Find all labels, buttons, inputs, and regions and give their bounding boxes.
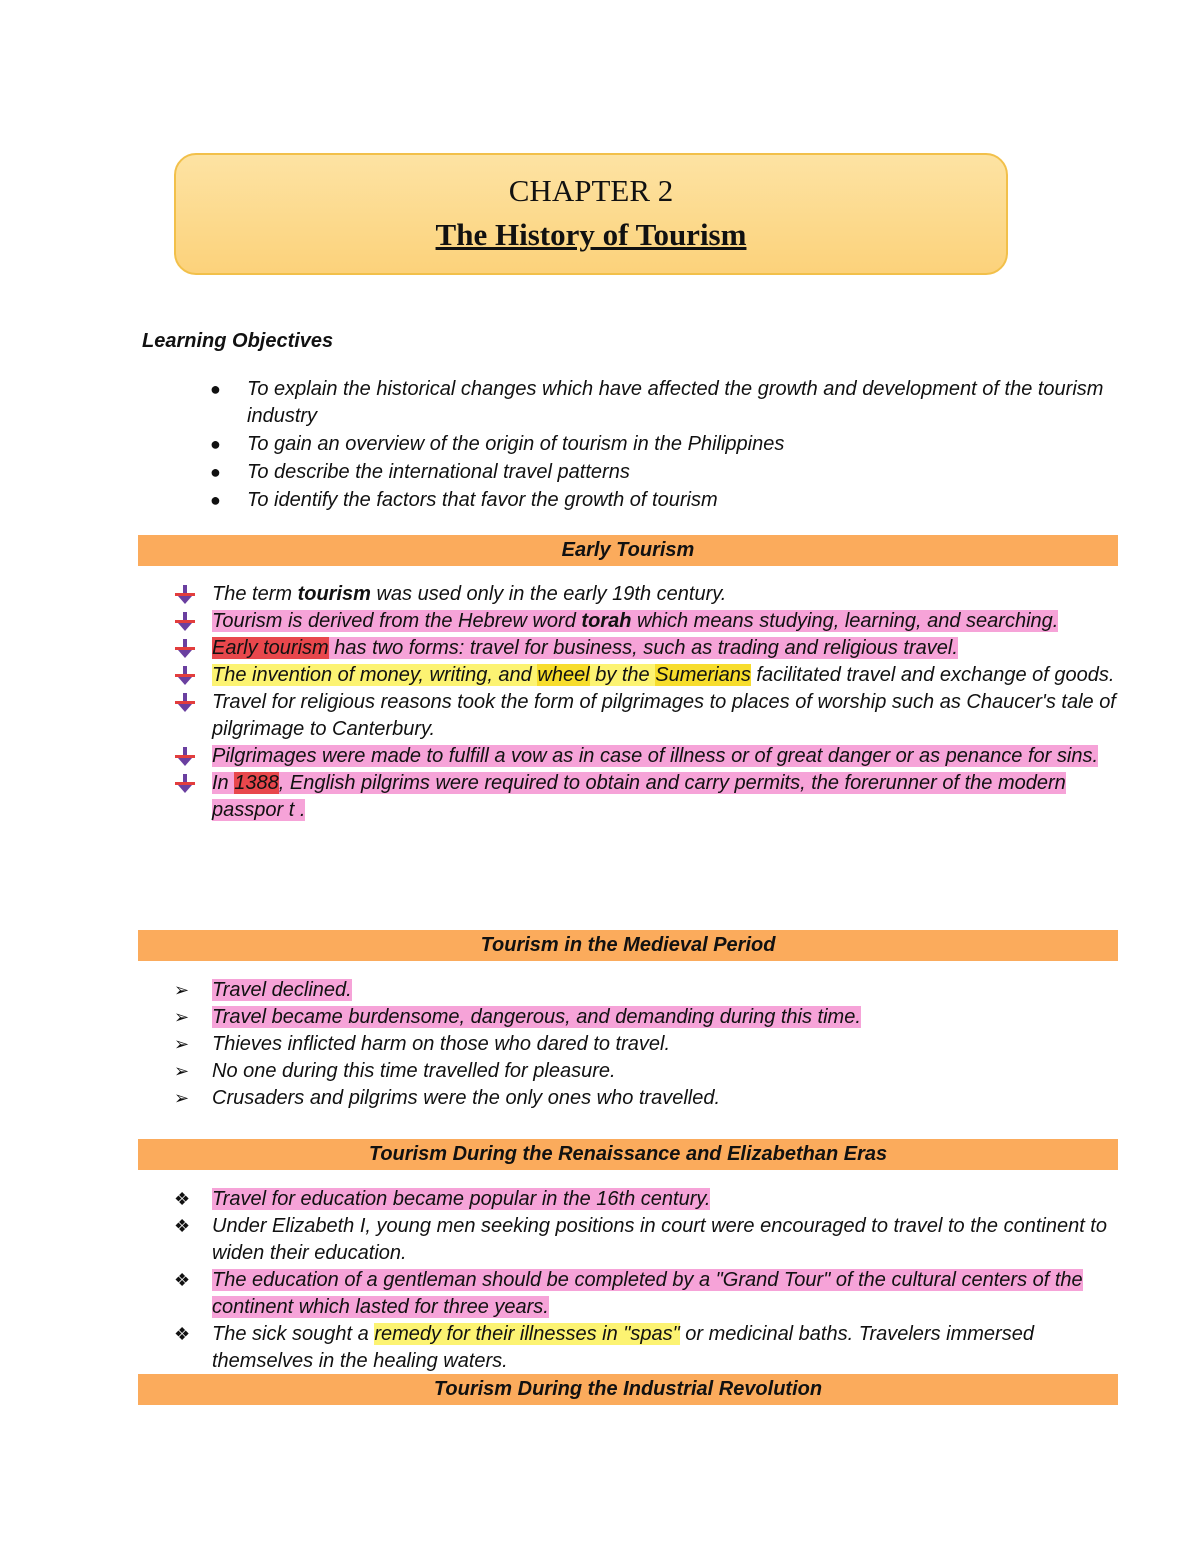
list-item: The invention of money, writing, and wheel by the Sumerians facilitated travel and exchange of goods. [172, 662, 1122, 689]
list-item: ❖ Under Elizabeth I, young men seeking positions in court were encouraged to travel to the continent to widen their education. [174, 1215, 1107, 1264]
arrow-down-bullet-icon [174, 747, 196, 767]
list-item: ❖ The sick sought a remedy for their illnesses in "spas" or medicinal baths. Travelers immersed themselves in the healing waters. [174, 1323, 1034, 1372]
arrow-down-bullet-icon [174, 585, 196, 605]
section-heading-medieval: Tourism in the Medieval Period [138, 930, 1118, 961]
section-heading-industrial: Tourism During the Industrial Revolution [138, 1374, 1118, 1405]
list-item: ● To identify the factors that favor the growth of tourism [210, 487, 1130, 514]
chapter-title-box [174, 153, 1008, 275]
arrow-down-bullet-icon [174, 774, 196, 794]
arrowhead-bullet-icon: ➢ [174, 1034, 190, 1054]
arrow-down-bullet-icon [174, 666, 196, 686]
arrowhead-bullet-icon: ➢ [174, 1061, 190, 1081]
arrowhead-bullet-icon: ➢ [174, 1088, 190, 1108]
arrow-down-bullet-icon [174, 693, 196, 713]
list-item: ● To explain the historical changes which have affected the growth and development of the tourism industry [210, 378, 1104, 427]
diamond-bullet-icon: ❖ [174, 1189, 191, 1209]
list-item: ➢ Travel declined. [174, 979, 352, 1001]
medieval-list [172, 977, 1122, 1112]
list-item: ➢ Thieves inflicted harm on those who dared to travel. [174, 1033, 671, 1055]
chapter-title: The History of Tourism [435, 217, 747, 252]
arrowhead-bullet-icon: ➢ [174, 1007, 190, 1027]
list-item: ➢ Travel became burdensome, dangerous, and demanding during this time. [174, 1006, 861, 1028]
list-item: In 1388, English pilgrims were required to obtain and carry permits, the forerunner of the modern passpor t . [172, 770, 1122, 824]
bullet-dot-icon: ● [210, 490, 221, 510]
list-item: The term tourism was used only in the early 19th century. [172, 581, 1122, 608]
list-item: Tourism is derived from the Hebrew word torah which means studying, learning, and searching. [172, 608, 1122, 635]
section-heading-renaissance: Tourism During the Renaissance and Elizabethan Eras [138, 1139, 1118, 1170]
list-item: Pilgrimages were made to fulfill a vow as in case of illness or of great danger or as penance for sins. [172, 743, 1122, 770]
early-tourism-list [172, 581, 1122, 824]
bullet-dot-icon: ● [210, 434, 221, 454]
section-heading-early-tourism: Early Tourism [138, 535, 1118, 566]
arrowhead-bullet-icon: ➢ [174, 980, 190, 1000]
arrow-down-bullet-icon [174, 612, 196, 632]
list-item: ● To gain an overview of the origin of tourism in the Philippines [210, 431, 1130, 458]
list-item: ❖ The education of a gentleman should be completed by a "Grand Tour" of the cultural centers of the continent which lasted for three years. [174, 1269, 1083, 1318]
diamond-bullet-icon: ❖ [174, 1324, 191, 1344]
bullet-dot-icon: ● [210, 462, 221, 482]
list-item: Early tourism has two forms: travel for business, such as trading and religious travel. [172, 635, 1122, 662]
chapter-number: CHAPTER 2 [508, 173, 674, 208]
renaissance-list [172, 1186, 1122, 1375]
bullet-dot-icon: ● [210, 379, 221, 399]
objectives-list [210, 376, 1130, 515]
diamond-bullet-icon: ❖ [174, 1270, 191, 1290]
list-item: ● To describe the international travel patterns [210, 459, 1130, 486]
arrow-down-bullet-icon [174, 639, 196, 659]
diamond-bullet-icon: ❖ [174, 1216, 191, 1236]
list-item: ➢ Crusaders and pilgrims were the only ones who travelled. [174, 1087, 721, 1109]
list-item: ➢ No one during this time travelled for pleasure. [174, 1060, 616, 1082]
list-item: Travel for religious reasons took the form of pilgrimages to places of worship such as Chaucer's tale of pilgrimage to Canterbury. [172, 689, 1122, 743]
learning-objectives-heading: Learning Objectives [142, 330, 334, 352]
list-item: ❖ Travel for education became popular in the 16th century. [174, 1188, 711, 1210]
